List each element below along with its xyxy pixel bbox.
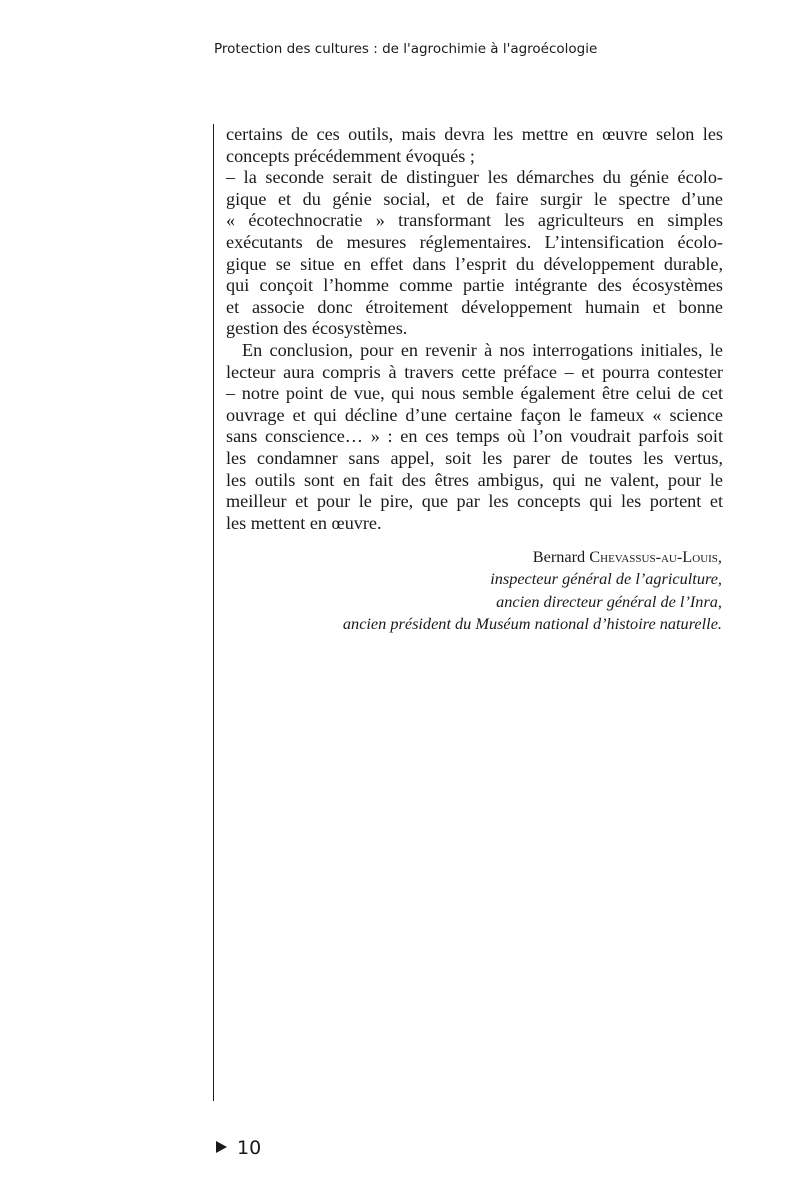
signature-block bbox=[343, 546, 722, 636]
body-line: les condamner sans appel, soit les parer de toutes les vertus, bbox=[226, 447, 723, 468]
author-title: inspecteur général de l’agriculture, bbox=[490, 569, 722, 589]
page-number: 10 bbox=[237, 1137, 262, 1159]
body-line: En conclusion, pour en revenir à nos interrogations initiales, le bbox=[242, 339, 723, 360]
author-name bbox=[343, 546, 722, 568]
body-line: ouvrage et qui décline d’une certaine façon le fameux « science bbox=[226, 404, 723, 425]
body-line: les outils sont en fait des êtres ambigus, qui ne valent, pour le bbox=[226, 469, 723, 490]
running-header: Protection des cultures : de l'agrochimie à l'agroécologie bbox=[214, 41, 598, 57]
body-line: qui conçoit l’homme comme partie intégrante des écosystèmes bbox=[226, 275, 723, 296]
body-line: concepts précédemment évoqués ; bbox=[226, 145, 475, 166]
body-line: et associe donc étroitement développement humain et bonne bbox=[226, 296, 723, 317]
margin-rule bbox=[213, 124, 214, 1101]
body-line: exécutants de mesures réglementaires. L’intensification écolo- bbox=[226, 231, 723, 252]
body-line: – notre point de vue, qui nous semble également être celui de cet bbox=[226, 383, 723, 404]
author-title: ancien président du Muséum national d’histoire naturelle. bbox=[342, 614, 722, 634]
body-line: certains de ces outils, mais devra les mettre en œuvre selon les bbox=[226, 124, 723, 144]
author-first-name: Bernard bbox=[532, 547, 586, 566]
body-line: les mettent en œuvre. bbox=[226, 512, 382, 533]
body-line: sans conscience… » : en ces temps où l’on voudrait parfois soit bbox=[226, 426, 723, 447]
right-triangle-icon bbox=[216, 1141, 227, 1153]
body-line: gestion des écosystèmes. bbox=[226, 318, 408, 339]
author-last-name: Chevassus-au-Louis, bbox=[589, 547, 722, 566]
body-text bbox=[226, 124, 723, 534]
author-title: ancien directeur général de l’Inra, bbox=[496, 591, 722, 611]
body-line: « écotechnocratie » transformant les agriculteurs en simples bbox=[226, 210, 723, 231]
body-line: gique se situe en effet dans l’esprit du développement durable, bbox=[226, 253, 723, 274]
body-line: meilleur et pour le pire, que par les concepts qui les portent et bbox=[226, 491, 723, 512]
body-line: gique et du génie social, et de faire surgir le spectre d’une bbox=[226, 188, 723, 209]
page-footer bbox=[216, 1136, 261, 1160]
body-line: lecteur aura compris à travers cette préface – et pourra contester bbox=[226, 361, 723, 382]
body-line: – la seconde serait de distinguer les démarches du génie écolo- bbox=[226, 167, 723, 188]
